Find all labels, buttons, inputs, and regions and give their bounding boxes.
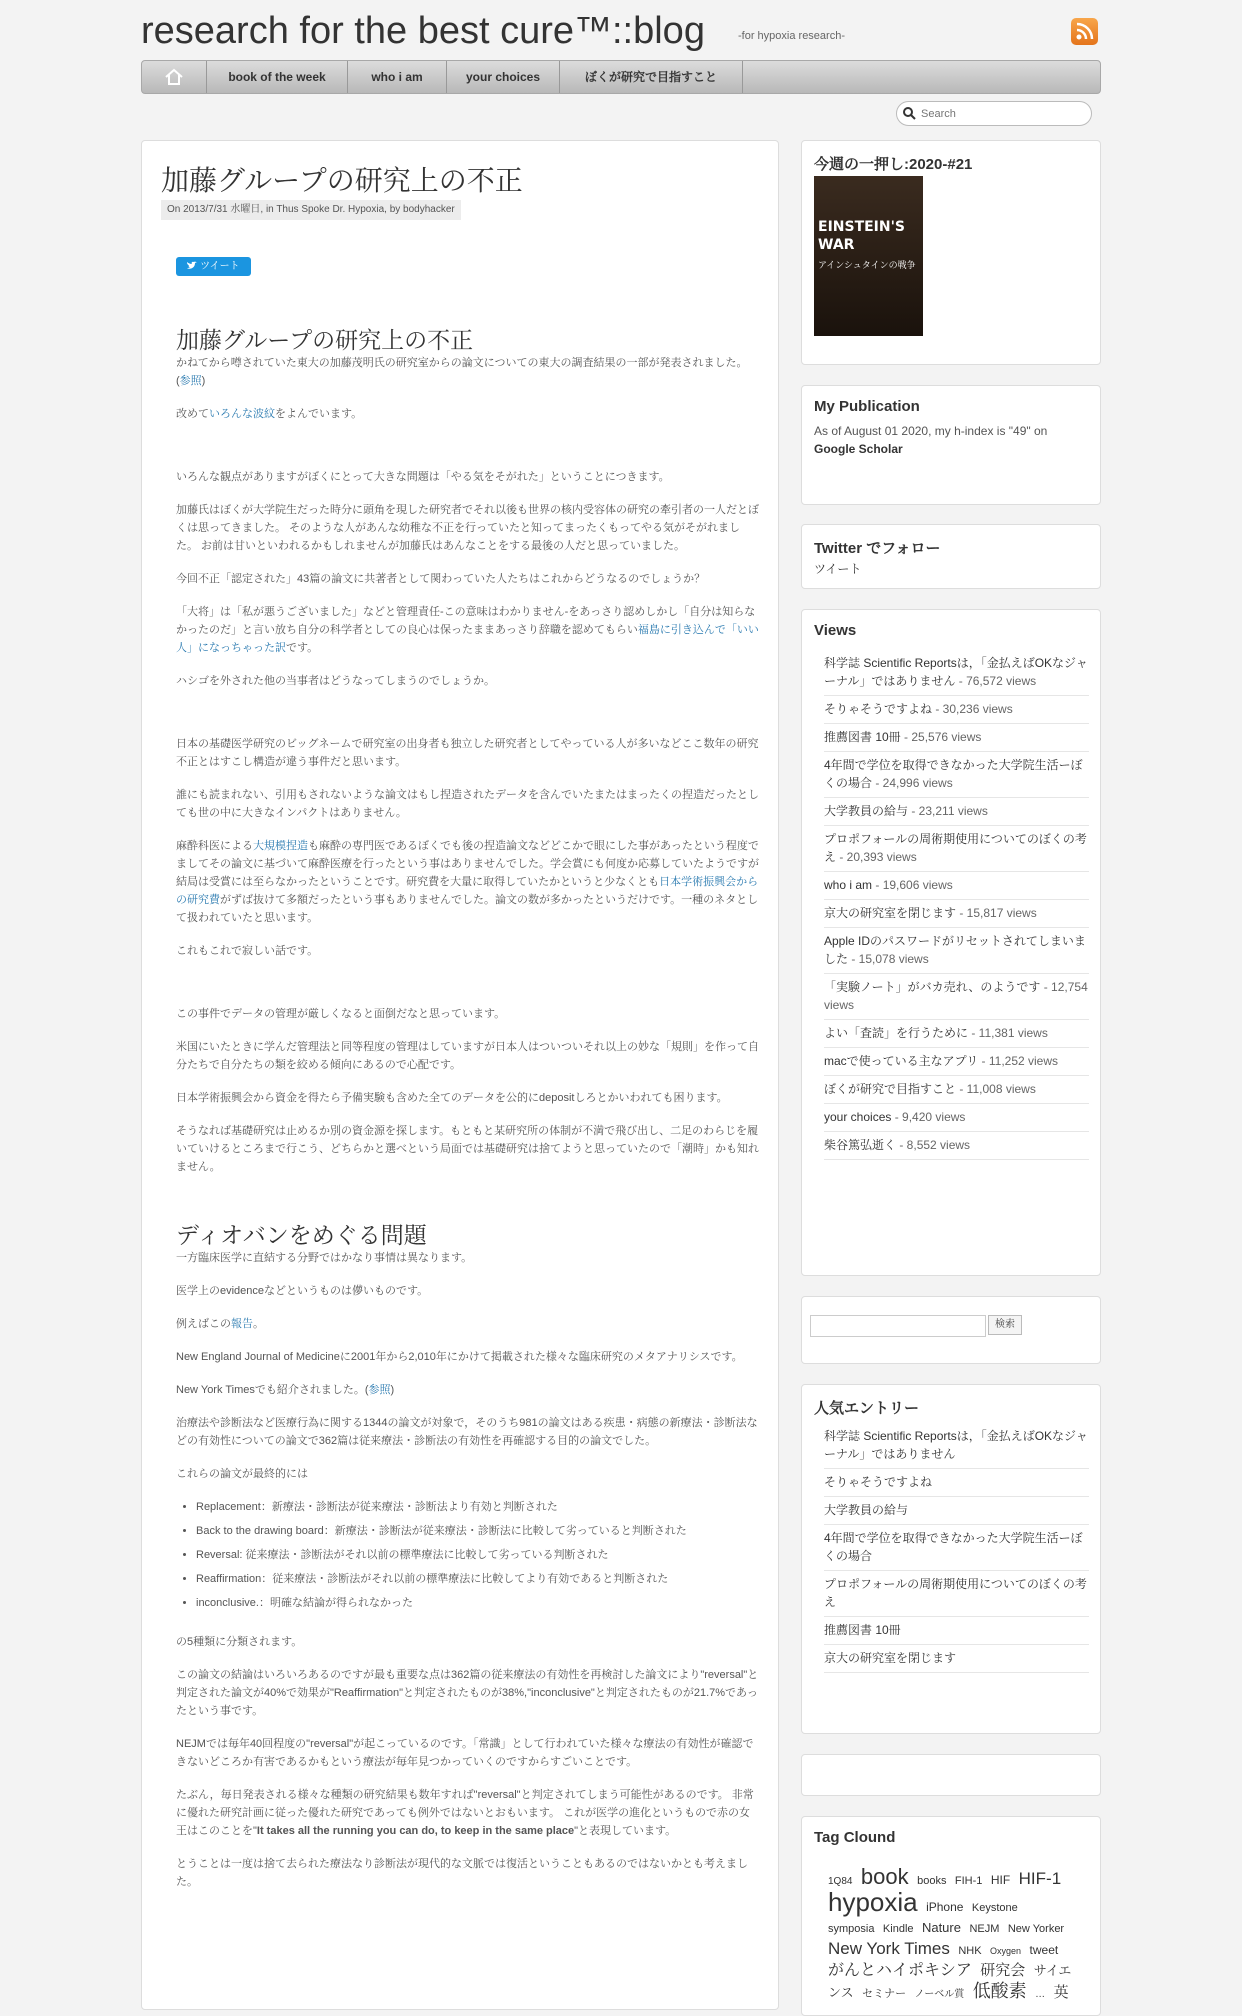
main-nav <box>141 60 1101 94</box>
popular-entry[interactable]: 京大の研究室を閉じます <box>824 1645 1089 1673</box>
entry-link[interactable]: 柴谷篤弘逝く <box>824 1138 897 1152</box>
views-widget <box>801 609 1101 1276</box>
paragraph: 「大将」は「私が悪うございました」などと管理責任-この意味はわかりません-をあっさり認めしかし「自分は知らなかったのだ」と言い放ち自分の科学者としての良心は保ったままあっさり辞職を認めてもらい福島に引き込んで「いい人」になっちゃった訳です。 <box>176 606 759 654</box>
tag-link[interactable]: books <box>917 1875 947 1887</box>
entry-link[interactable]: 推薦図書 10冊 <box>824 730 901 744</box>
publication-text: As of August 01 2020, my h-index is "49" on Google Scholar <box>814 424 1048 456</box>
tag-link[interactable]: 英 <box>1053 1984 1069 2001</box>
tag-link[interactable]: 低酸素 <box>972 1981 1027 2001</box>
tag-link[interactable]: 1Q84 <box>828 1876 853 1887</box>
tag-link[interactable]: HIF-1 <box>1018 1869 1062 1888</box>
list-item: • Back to the drawing board：新療法・診断法が従来療法・診断法に比較して劣っていると判断された <box>196 1522 761 1540</box>
home-icon[interactable] <box>142 61 207 93</box>
tag-link[interactable]: NHK <box>958 1945 982 1957</box>
paragraph: 改めていろんな波紋をよんでいます。 <box>176 408 363 420</box>
paragraph: New York Timesでも紹介されました。(参照) <box>176 1384 395 1396</box>
entry-link[interactable]: ぼくが研究で目指すこと <box>824 1082 957 1096</box>
tweet-link[interactable]: ツイート <box>814 562 862 576</box>
entry-link[interactable]: 4年間で学位を取得できなかった大学院生活ーぼくの場合 <box>824 758 1083 790</box>
entry-link[interactable]: 科学誌 Scientific Reportsは，「金払えばOKなジャーナル」ではありません <box>824 656 1088 688</box>
search-icon <box>903 107 916 120</box>
link[interactable]: 福島に引き込んで「いい人」になっちゃった訳 <box>176 624 759 654</box>
paragraph: この論文の結論はいろいろあるのですが最も重要な点は362篇の従来療法の有効性を再検討した論文により"reversal"と判定された論文が40%で効果が"Reaffirmation"と判定されたものが38%,"inconclusive"と判定されたものが21.7%であったという事です。 <box>176 1669 759 1717</box>
post-meta: On 2013/7/31 水曜日, in Thus Spoke Dr. Hypoxia, by bodyhacker <box>161 200 461 220</box>
search-widget <box>801 1296 1101 1364</box>
list-item: • Reversal: 従来療法・診断法がそれ以前の標準療法に比較して劣っている判断された <box>196 1546 761 1564</box>
paragraph: たぶん，毎日発表される様々な種類の研究結果も数年すれば"reversal"と判定されてしまう可能性があるのです。 非常に優れた研究計画に従った優れた研究であっても例外ではないとおもいます。 これが医学の進化というもので赤の女王はこのことを"It takes all the running you can do, to keep in the same place"と表現しています。 <box>176 1789 754 1837</box>
paragraph: 日本学術振興会から資金を得たら予備実験も含めた全てのデータを公的にdepositしろとかいわれても困ります。 <box>176 1092 728 1104</box>
list-item: 大学教員の給与 - 23,211 views <box>824 798 1089 826</box>
widget-title: My Publication <box>814 398 920 415</box>
entry-link[interactable]: your choices <box>824 1110 892 1124</box>
list-item: macで使っている主なアプリ - 11,252 views <box>824 1048 1089 1076</box>
paragraph: New England Journal of Medicineに2001年から2,010年にかけて掲載された様々な臨床研究のメタアナリシスです。 <box>176 1351 743 1363</box>
entry-link[interactable]: 大学教員の給与 <box>824 804 909 818</box>
tag-link[interactable]: Nature <box>921 1920 961 1935</box>
tag-link[interactable]: がんとハイポキシア <box>828 1962 972 1979</box>
widget-title: Views <box>814 622 857 639</box>
widget-title: Tag Clound <box>814 1829 896 1846</box>
tag-link[interactable]: HIF <box>990 1873 1011 1887</box>
list-item: 4年間で学位を取得できなかった大学院生活ーぼくの場合 - 24,996 views <box>824 752 1089 798</box>
entry-link[interactable]: 「実験ノート」がバカ売れ、のようです <box>824 980 1041 994</box>
list-item: プロポフォールの周術期使用についてのぼくの考え - 20,393 views <box>824 826 1089 872</box>
book-cover[interactable] <box>814 176 923 336</box>
search-box[interactable] <box>896 101 1092 126</box>
widget-title: Twitter でフォロー <box>814 540 941 557</box>
paragraph: NEJMでは毎年40回程度の"reversal"が起こっているのです。「常識」として行われていた様々な療法の有効性が確認できないどころか有害であるかもという療法が毎年見つかっていくのですからすごいことです。 <box>176 1738 754 1768</box>
tag-link[interactable]: NEJM <box>969 1923 1000 1935</box>
tag-link[interactable]: tweet <box>1029 1943 1059 1957</box>
tag-link[interactable]: FIH-1 <box>954 1875 983 1887</box>
site-title[interactable]: research for the best cure™::blog <box>141 10 705 52</box>
list-item: 推薦図書 10冊 - 25,576 views <box>824 724 1089 752</box>
post-title[interactable]: 加藤グループの研究上の不正 <box>161 165 523 196</box>
list-item: そりゃそうですよね - 30,236 views <box>824 696 1089 724</box>
paragraph: 一方臨床医学に直結する分野ではかなり事情は異なります。 <box>176 1252 473 1264</box>
book-cover-title: EINSTEIN'S WAR <box>818 219 905 253</box>
paragraph: 今回不正「認定された」43篇の論文に共著者として関わっていた人たちはこれからどうなるのでしょうか？ <box>176 573 706 585</box>
list-item: who i am - 19,606 views <box>824 872 1089 900</box>
entry-link[interactable]: Apple IDのパスワードがリセットされてしまいました <box>824 934 1086 966</box>
popular-entry[interactable]: 4年間で学位を取得できなかった大学院生活ーぼくの場合 <box>824 1525 1089 1571</box>
tag-link[interactable]: Kindle <box>882 1923 914 1935</box>
paragraph: 治療法や診断法など医療行為に関する1344の論文が対象で，そのうち981の論文はある疾患・病態の新療法・診断法などの有効性についての論文で362篇は従来療法・診断法の有効性を再確認する目的の論文でした。 <box>176 1417 758 1447</box>
search-input[interactable] <box>919 107 1083 121</box>
popular-list <box>824 1423 1089 1673</box>
link[interactable]: 報告 <box>231 1318 253 1330</box>
site-tagline: -for hypoxia research- <box>738 30 845 42</box>
popular-entry[interactable]: 科学誌 Scientific Reportsは，「金払えばOKなジャーナル」ではありません <box>824 1423 1089 1469</box>
classification-list <box>176 1498 761 1612</box>
tag-cloud <box>828 1864 1073 2005</box>
tag-link[interactable]: hypoxia <box>828 1887 918 1917</box>
list-item: よい「査読」を行うために - 11,381 views <box>824 1020 1089 1048</box>
paragraph: 麻酔科医による大規模捏造も麻酔の専門医であるぼくでも後の捏造論文などどこかで眼にした事があったという程度でましてその論文に基づいて麻酔医療を行ったという事はありませんでした。学会賞にも何度か応募していたようですが結局は受賞には至らなかったということです。研究費を大量に取得していたかというと少なくとも日本学術振興会からの研究費がずば抜けて多額だったという事もありませんでした。論文の数が多かったというだけです。一種のネタとして扱われていたと思います。 <box>176 840 759 924</box>
nav-who-i-am[interactable]: who i am <box>348 61 447 93</box>
paragraph: 誰にも読まれない、引用もされないような論文はもし捏造されたデータを含んでいたまたはまったくの捏造だったとしても世の中に大きなインパクトはありません。 <box>176 789 759 819</box>
list-item: 柴谷篤弘逝く - 8,552 views <box>824 1132 1089 1160</box>
popular-entry[interactable]: 推薦図書 10冊 <box>824 1617 1089 1645</box>
empty-widget <box>801 1754 1101 1796</box>
tag-link[interactable]: New York Times <box>828 1939 950 1958</box>
list-item: your choices - 9,420 views <box>824 1104 1089 1132</box>
views-list <box>824 650 1089 1160</box>
entry-link[interactable]: 京大の研究室を閉じます <box>824 906 957 920</box>
paragraph: そうなれば基礎研究は止めるか別の資金源を探します。もともと某研究所の体制が不満で飛び出し、二足のわらじを履いていけるところまで行こう、どちらかと選べという局面では基礎研究は捨てようと思っていたので「潮時」かも知れません。 <box>176 1125 759 1173</box>
tag-cloud-widget <box>801 1816 1101 2016</box>
tweet-button[interactable] <box>176 257 251 276</box>
tag-link[interactable]: Keystone <box>971 1902 1018 1914</box>
list-item: • inconclusive.：明確な結論が得られなかった <box>196 1594 761 1612</box>
sidebar-search-button[interactable]: 検索 <box>988 1315 1022 1335</box>
paragraph: の5種類に分類されます。 <box>176 1636 303 1648</box>
list-item: • Reaffirmation：従来療法・診断法がそれ以前の標準療法に比較してより有効であると判断された <box>196 1570 761 1588</box>
twitter-bird-icon <box>187 261 197 270</box>
paragraph: ハシゴを外された他の当事者はどうなってしまうのでしょうか。 <box>176 675 495 687</box>
list-item: • Replacement：新療法・診断法が従来療法・診断法より有効と判断された <box>196 1498 761 1516</box>
tag-link[interactable]: book <box>860 1864 909 1889</box>
entry-link[interactable]: そりゃそうですよね <box>824 702 933 716</box>
popular-entry[interactable]: プロポフォールの周術期使用についてのぼくの考え <box>824 1571 1089 1617</box>
post-article <box>141 140 779 2010</box>
entry-link[interactable]: プロポフォールの周術期使用についてのぼくの考え <box>824 832 1087 864</box>
nav-book-of-the-week[interactable]: book of the week <box>207 61 348 93</box>
link[interactable]: 参照 <box>368 1384 391 1396</box>
list-item: 科学誌 Scientific Reportsは，「金払えばOKなジャーナル」ではありません - 76,572 views <box>824 650 1089 696</box>
tag-link[interactable]: New Yorker <box>1007 1923 1065 1935</box>
paragraph: いろんな観点がありますがぼくにとって大きな問題は「やる気をそがれた」ということにつきます。 <box>176 471 670 483</box>
publication-widget <box>801 385 1101 505</box>
paragraph: これもこれで寂しい話です。 <box>176 945 319 957</box>
nav-research-goal[interactable]: ぼくが研究で目指すこと <box>560 61 743 93</box>
entry-link[interactable]: よい「査読」を行うために <box>824 1026 969 1040</box>
section-heading: 加藤グループの研究上の不正 <box>176 327 474 353</box>
google-scholar-link[interactable]: Google Scholar <box>814 442 903 456</box>
tag-link[interactable]: セミナー <box>862 1988 907 2000</box>
tag-link[interactable]: サイエンス <box>828 1963 1072 2000</box>
popular-entry[interactable]: 大学教員の給与 <box>824 1497 1089 1525</box>
list-item: ぼくが研究で目指すこと - 11,008 views <box>824 1076 1089 1104</box>
tag-link[interactable]: symposia <box>828 1923 875 1935</box>
paragraph: 医学上のevidenceなどというものは儚いものです。 <box>176 1285 429 1297</box>
tag-link[interactable]: ノーベル賞 <box>914 1989 965 2000</box>
paragraph: この事件でデータの管理が厳しくなると面倒だなと思っています。 <box>176 1008 506 1020</box>
paragraph: とうことは一度は捨て去られた療法なり診断法が現代的な文脈では復活ということもあるのではないかとも考えました。 <box>176 1858 748 1888</box>
paragraph: かねてから噂されていた東大の加藤茂明氏の研究室からの論文についての東大の調査結果の一部が発表されました。(参照) <box>176 357 748 387</box>
list-item: Apple IDのパスワードがリセットされてしまいました - 15,078 views <box>824 928 1089 974</box>
twitter-widget <box>801 524 1101 589</box>
entry-link[interactable]: macで使っている主なアプリ <box>824 1054 979 1068</box>
sidebar-search-input[interactable] <box>810 1315 986 1337</box>
widget-title: 今週の一押し:2020-#21 <box>814 156 973 173</box>
popular-widget <box>801 1384 1101 1734</box>
popular-entry[interactable]: そりゃそうですよね <box>824 1469 1089 1497</box>
paragraph: 例えばこの報告。 <box>176 1318 264 1330</box>
section-heading: ディオバンをめぐる問題 <box>176 1222 427 1248</box>
list-item: 京大の研究室を閉じます - 15,817 views <box>824 900 1089 928</box>
tag-link[interactable]: iPhone <box>926 1900 964 1914</box>
entry-link[interactable]: who i am <box>824 878 873 892</box>
paragraph: これらの論文が最終的には <box>176 1468 308 1480</box>
book-cover-jp: アインシュタインの戦争 <box>818 261 916 271</box>
paragraph: 米国にいたときに学んだ管理法と同等程度の管理はしていますが日本人はついついそれ以上の妙な「規則」を作って自分たちで自分たちの類を絞める傾向にあるので心配です。 <box>176 1041 759 1071</box>
link[interactable]: 大規模捏造 <box>253 840 308 852</box>
tweet-label: ツイート <box>200 261 240 272</box>
nav-your-choices[interactable]: your choices <box>447 61 560 93</box>
widget-title: 人気エントリー <box>814 1400 920 1417</box>
paragraph: 日本の基礎医学研究のビッグネームで研究室の出身者も独立した研究者としてやっている人が多いなどここ数年の研究不正とはすこし構造が違う事件だと思います。 <box>176 738 759 768</box>
post-body <box>176 326 761 1891</box>
rss-icon[interactable] <box>1071 18 1098 45</box>
tag-link[interactable]: … <box>1035 1989 1046 2000</box>
tag-link[interactable]: 研究会 <box>980 1962 1026 1979</box>
link[interactable]: 日本学術振興会からの研究費 <box>176 876 759 906</box>
tag-link[interactable]: Oxygen <box>990 1946 1022 1956</box>
link[interactable]: いろんな波紋 <box>209 408 275 420</box>
book-widget <box>801 140 1101 365</box>
paragraph: 加藤氏はぼくが大学院生だった時分に頭角を現した研究者でそれ以後も世界の核内受容体の研究の牽引者の一人だとぼくは思ってきました。 そのような人があんな幼稚な不正を行っていたと知ってまったくもってやる気がそがれました。 お前は甘いといわれるかもしれませんが加藤氏はあんなことをする最後の人だと思っていました。 <box>176 504 759 552</box>
link[interactable]: 参照 <box>179 375 202 387</box>
list-item: 「実験ノート」がバカ売れ、のようです - 12,754 views <box>824 974 1089 1020</box>
